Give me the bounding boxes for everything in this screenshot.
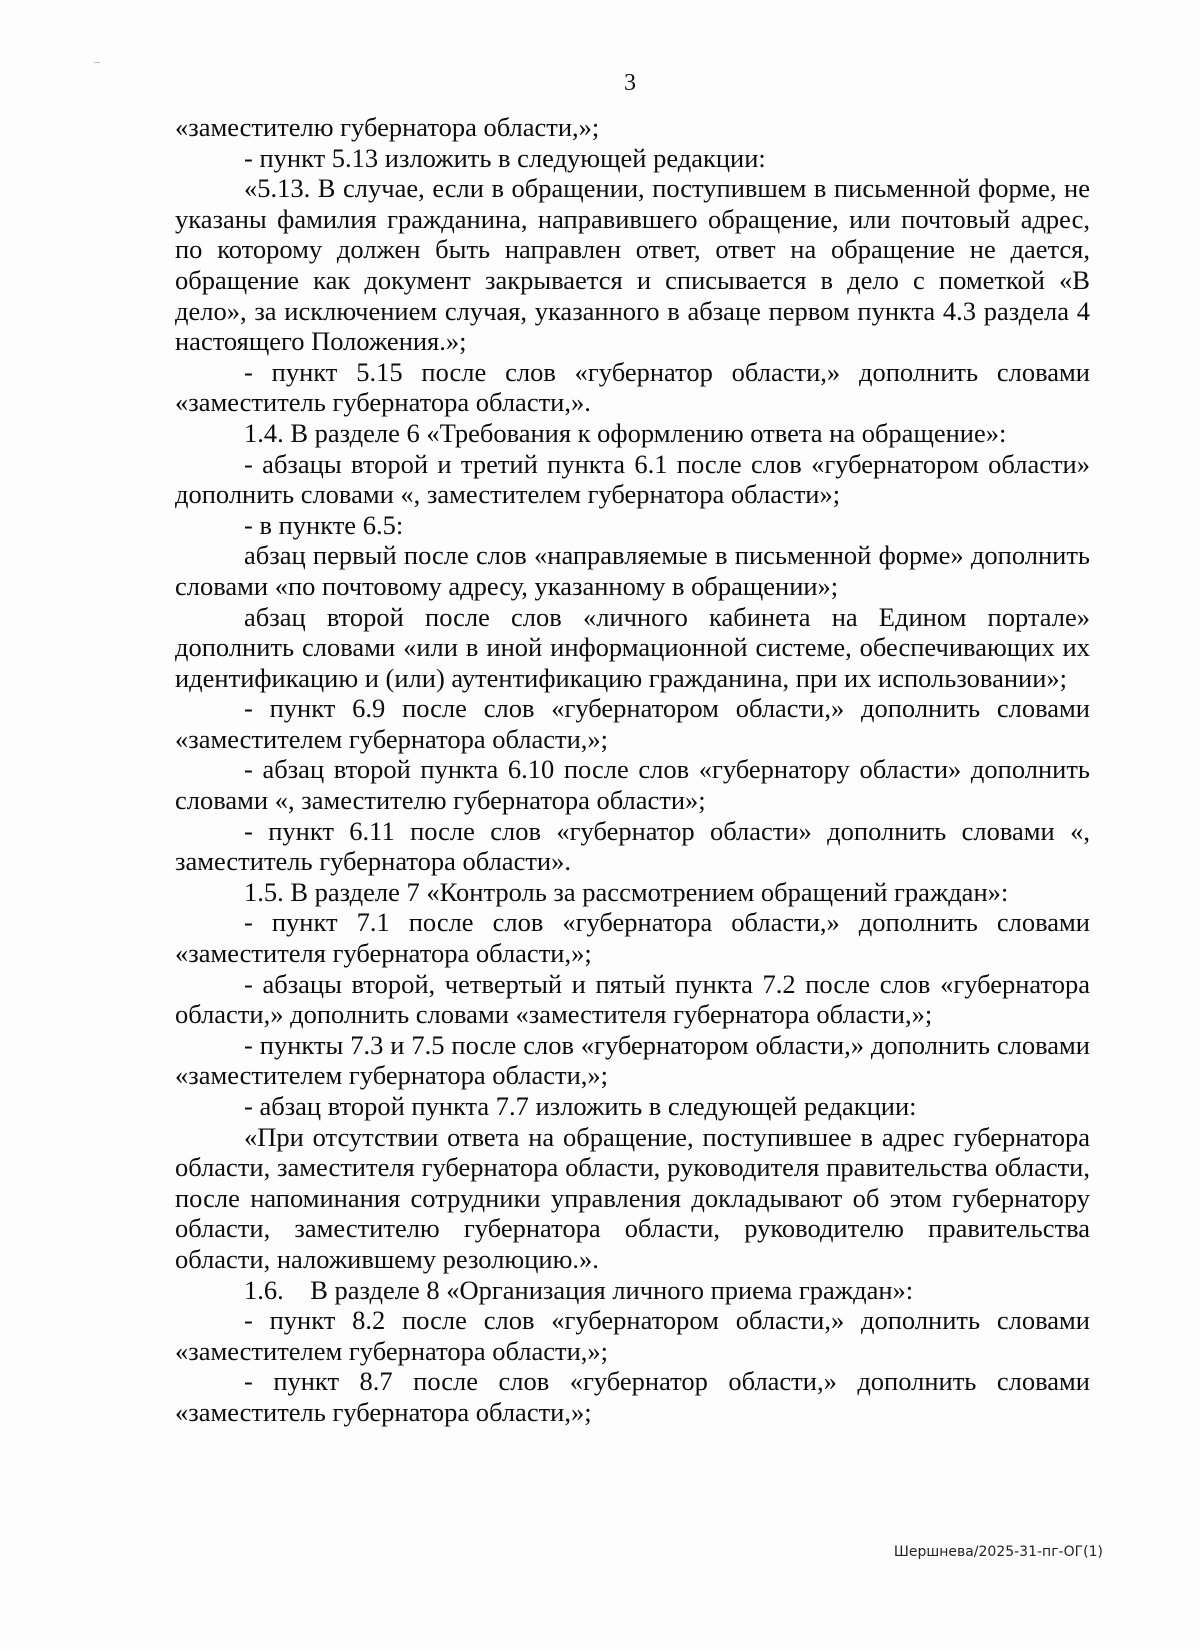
paragraph: - пункт 8.7 после слов «губернатор области,» дополнить словами «заместитель губернатора области,»; (175, 1366, 1090, 1427)
scan-artifact (94, 62, 100, 63)
paragraph: - пункты 7.3 и 7.5 после слов «губернатором области,» дополнить словами «заместителем губернатора области,»; (175, 1029, 1090, 1091)
document-reference-code: Шершнева/2025-31-пг-ОГ(1) (893, 1544, 1103, 1560)
paragraph: - абзацы второй, четвертый и пятый пункта 7.2 после слов «губернатора области,» дополнить словами «заместителя губернатора области,»; (175, 968, 1090, 1030)
paragraph: «При отсутствии ответа на обращение, поступившее в адрес губернатора области, заместителя губернатора области, руководителя правительства области, после напоминания сотрудники управления докладывают об этом губернатору области, заместителю губернатора области, руководителю правительства области, наложившему резолюцию.». (175, 1121, 1090, 1274)
paragraph: - пункт 6.9 после слов «губернатором области,» дополнить словами «заместителем губернатора области,»; (175, 693, 1090, 754)
paragraph: - пункт 6.11 после слов «губернатор области» дополнить словами «, заместитель губернатора области». (175, 815, 1090, 877)
paragraph: 1.4. В разделе 6 «Требования к оформлению ответа на обращение»: (244, 417, 1007, 448)
paragraph: - в пункте 6.5: (244, 509, 404, 540)
paragraph: абзац второй после слов «личного кабинета на Едином портале» дополнить словами «или в иной информационной системе, обеспечивающих их идентификацию и (или) аутентификацию гражданина, при их использовании»; (175, 601, 1090, 693)
paragraph: - пункт 5.15 после слов «губернатор области,» дополнить словами «заместитель губернатора области,». (175, 356, 1090, 418)
document-body (175, 112, 1090, 1428)
paragraph: - пункт 8.2 после слов «губернатором области,» дополнить словами «заместителем губернатора области,»; (175, 1305, 1090, 1366)
paragraph: абзац первый после слов «направляемые в письменной форме» дополнить словами «по почтовому адресу, указанному в обращении»; (175, 540, 1090, 601)
paragraph: - абзац второй пункта 7.7 изложить в следующей редакции: (244, 1091, 917, 1121)
paragraph: - пункт 5.13 изложить в следующей редакции: (244, 142, 766, 173)
paragraph: «заместителю губернатора области,»; (175, 112, 600, 142)
paragraph: - абзац второй пункта 6.10 после слов «губернатору области» дополнить словами «, заместителю губернатора области»; (175, 754, 1090, 816)
paragraph: - абзацы второй и третий пункта 6.1 после слов «губернатором области» дополнить словами «, заместителем губернатора области»; (175, 448, 1090, 510)
paragraph: - пункт 7.1 после слов «губернатора области,» дополнить словами «заместителя губернатора области,»; (175, 907, 1090, 969)
paragraph: 1.6. В разделе 8 «Организация личного приема граждан»: (244, 1274, 914, 1305)
paragraph: 1.5. В разделе 7 «Контроль за рассмотрением обращений граждан»: (244, 876, 1009, 907)
paragraph: «5.13. В случае, если в обращении, поступившем в письменной форме, не указаны фамилия гражданина, направившего обращение, или почтовый адрес, по которому должен быть направлен ответ, ответ на обращение не дается, обращение как документ закрывается и списывается в дело с пометкой «В дело», за исключением случая, указанного в абзаце первом пункта 4.3 раздела 4 настоящего Положения.»; (175, 173, 1090, 357)
page-number: 3 (624, 70, 636, 96)
